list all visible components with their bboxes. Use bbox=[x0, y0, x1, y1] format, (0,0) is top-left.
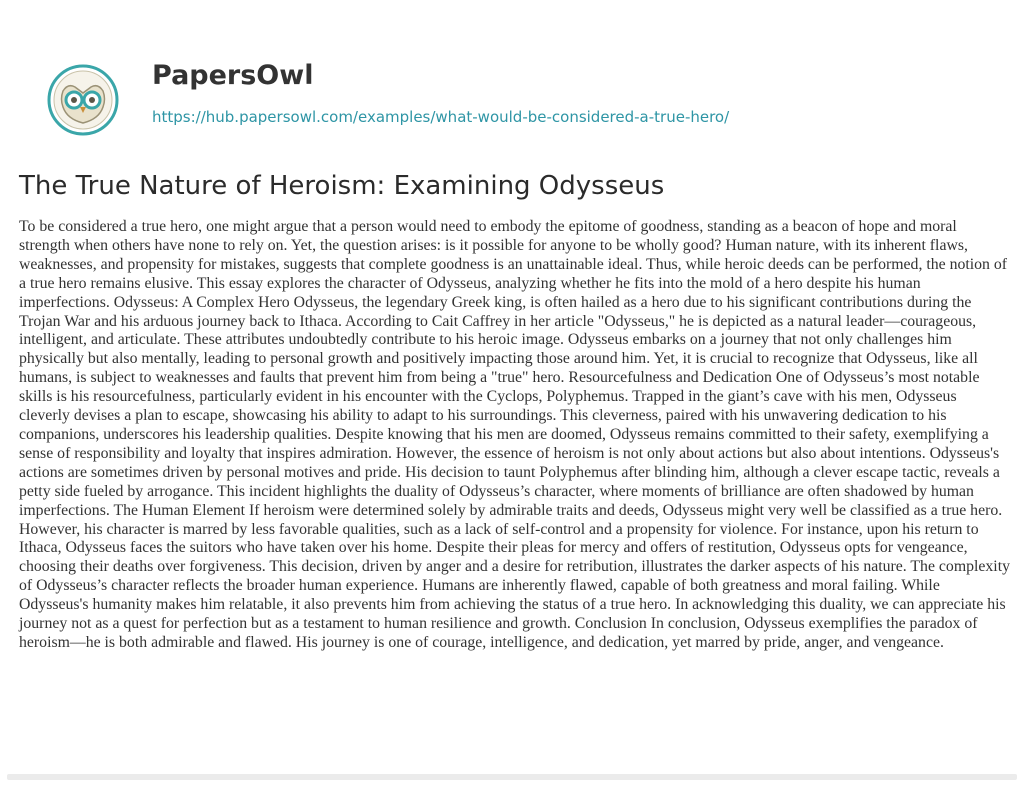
footer-divider bbox=[7, 774, 1017, 780]
article-body: To be considered a true hero, one might argue that a person would need to embody the epitome of goodness, standing as a beacon of hope and moral strength when others have none to rely on. Yet, the question arises: is it possible for anyone to be wholly good? Human nature, with its inherent flaws, weaknesses, and propensity for mistakes, suggests that complete goodness is an unattainable ideal. Thus, while heroic deeds can be performed, the notion of a true hero remains elusive. This essay explores the character of Odysseus, analyzing whether he fits into the mold of a hero despite his human imperfections. Odysseus: A Complex Hero Odysseus, the legendary Greek king, is often hailed as a hero due to his significant contributions during the Trojan War and his arduous journey back to Ithaca. According to Cait Caffrey in her article "Odysseus," he is depicted as a natural leader—courageous, intelligent, and articulate. These attributes undoubtedly contribute to his heroic image. Odysseus embarks on a journey that not only challenges him physically but also mentally, leading to personal growth and positively impacting those around him. Yet, it is crucial to recognize that Odysseus, like all humans, is subject to weaknesses and faults that prevent him from being a "true" hero. Resourcefulness and Dedication One of Odysseus’s most notable skills is his resourcefulness, particularly evident in his encounter with the Cyclops, Polyphemus. Trapped in the giant’s cave with his men, Odysseus cleverly devises a plan to escape, showcasing his ability to adapt to his surroundings. This cleverness, paired with his unwavering dedication to his companions, underscores his leadership qualities. Despite knowing that his men are doomed, Odysseus remains committed to their safety, exemplifying a sense of responsibility and loyalty that inspires admiration. However, the essence of heroism is not only about actions but also about intentions. Odysseus's actions are sometimes driven by personal motives and pride. His decision to taunt Polyphemus after blinding him, although a clever escape tactic, reveals a petty side fueled by arrogance. This incident highlights the duality of Odysseus’s character, where moments of brilliance are often shadowed by human imperfections. The Human Element If heroism were determined solely by admirable traits and deeds, Odysseus might very well be classified as a true hero. However, his character is marred by less favorable qualities, such as a lack of self-control and a propensity for violence. For instance, upon his return to Ithaca, Odysseus faces the suitors who have taken over his home. Despite their pleas for mercy and offers of restitution, Odysseus opts for vengeance, choosing their deaths over forgiveness. This decision, driven by anger and a desire for retribution, illustrates the darker aspects of his nature. The complexity of Odysseus’s character reflects the broader human experience. Humans are inherently flawed, capable of both greatness and moral failing. While Odysseus's humanity makes him relatable, it also prevents him from achieving the status of a true hero. In acknowledging this duality, we can appreciate his journey not as a quest for perfection but as a testament to human resilience and growth. Conclusion In conclusion, Odysseus exemplifies the paradox of heroism—he is both admirable and flawed. His journey is one of courage, intelligence, and dedication, yet marred by pride, anger, and vengeance. bbox=[19, 218, 1010, 651]
article-title: The True Nature of Heroism: Examining Odysseus bbox=[19, 171, 665, 201]
source-url-link[interactable]: https://hub.papersowl.com/examples/what-would-be-considered-a-true-hero/ bbox=[152, 108, 730, 126]
page-header bbox=[0, 0, 1024, 150]
brand-name[interactable]: PapersOwl bbox=[152, 60, 314, 91]
owl-logo-icon[interactable] bbox=[46, 63, 120, 137]
